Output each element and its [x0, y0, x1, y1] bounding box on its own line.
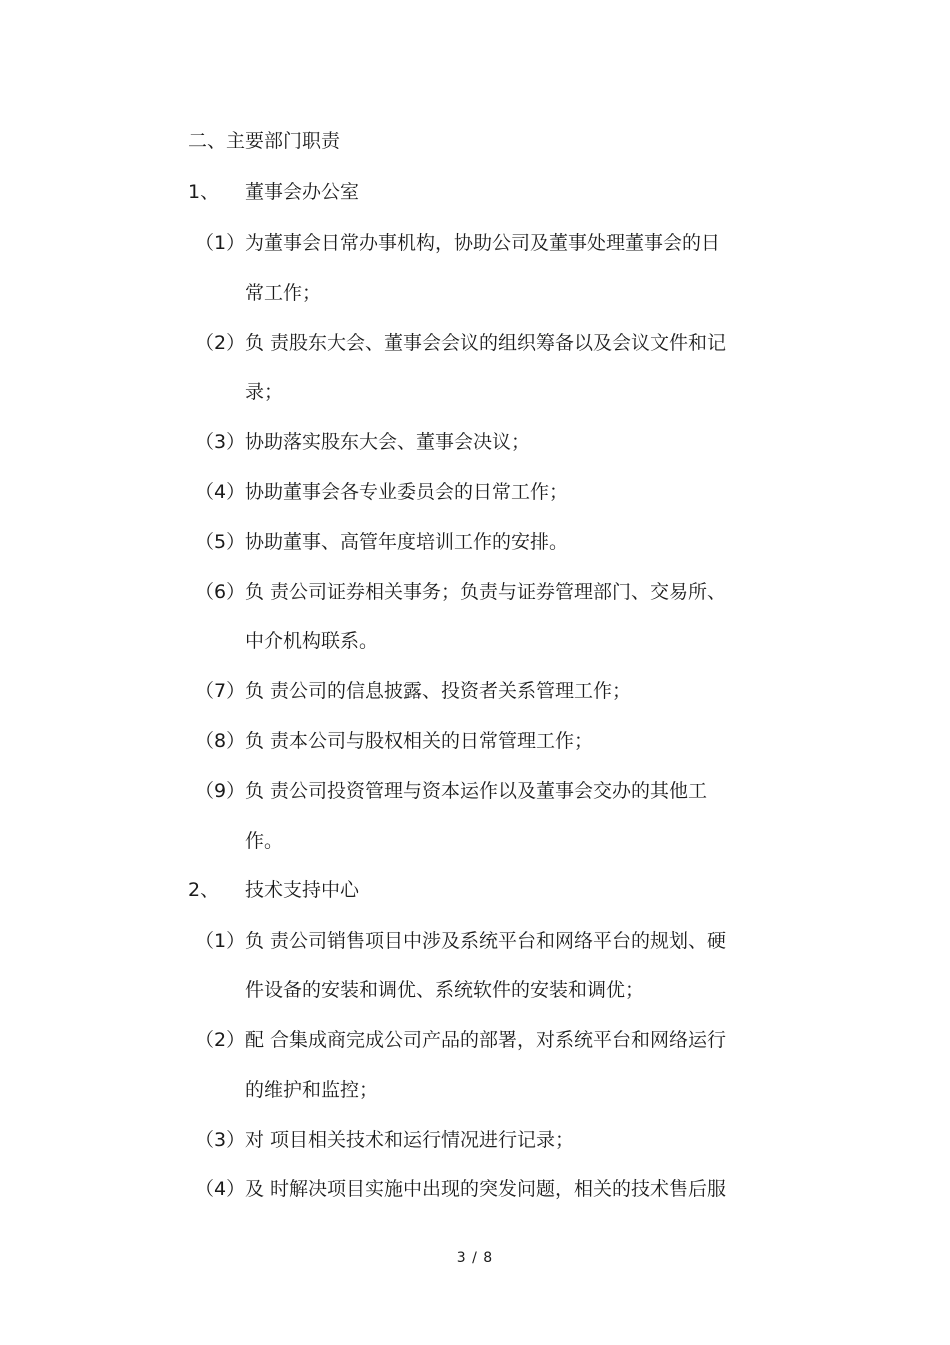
item-text: 负 责股东大会、董事会会议的组织筹备以及会议文件和记 — [245, 332, 727, 354]
item-number: （8） — [195, 730, 246, 752]
page-heading: 二、主要部门职责 — [188, 130, 341, 152]
item-text: 为董事会日常办事机构，协助公司及董事处理董事会的日 — [245, 232, 721, 254]
item-text: 负 责公司证券相关事务；负责与证券管理部门、交易所、 — [245, 581, 727, 603]
item-number: （7） — [195, 680, 246, 702]
item-text: 协助董事、高管年度培训工作的安排。 — [245, 531, 569, 553]
item-text-continued: 作。 — [245, 830, 284, 852]
item-text: 协助董事会各专业委员会的日常工作； — [245, 481, 569, 503]
item-text-continued: 件设备的安装和调优、系统软件的安装和调优； — [245, 979, 645, 1001]
item-text-continued: 中介机构联系。 — [245, 630, 379, 652]
item-number: （4） — [195, 1178, 246, 1200]
page-number: 3 / 8 — [456, 1250, 494, 1266]
section-number: 1、 — [188, 181, 220, 203]
item-number: （6） — [195, 581, 246, 603]
section-title: 技术支持中心 — [245, 879, 360, 901]
item-text: 负 责公司的信息披露、投资者关系管理工作； — [245, 680, 632, 702]
section-number: 2、 — [188, 879, 220, 901]
item-text-continued: 录； — [245, 381, 284, 403]
item-number: （2） — [195, 332, 246, 354]
item-number: （4） — [195, 481, 246, 503]
item-text-continued: 的维护和监控； — [245, 1079, 379, 1101]
item-text: 负 责公司投资管理与资本运作以及董事会交办的其他工 — [245, 780, 708, 802]
item-text: 及 时解决项目实施中出现的突发问题，相关的技术售后服 — [245, 1178, 727, 1200]
item-number: （3） — [195, 431, 246, 453]
item-number: （1） — [195, 232, 246, 254]
item-text: 负 责公司销售项目中涉及系统平台和网络平台的规划、硬 — [245, 930, 727, 952]
item-number: （1） — [195, 930, 246, 952]
item-text-continued: 常工作； — [245, 282, 322, 304]
item-number: （5） — [195, 531, 246, 553]
section-title: 董事会办公室 — [245, 181, 360, 203]
item-text: 对 项目相关技术和运行情况进行记录； — [245, 1129, 575, 1151]
item-number: （9） — [195, 780, 246, 802]
item-number: （2） — [195, 1029, 246, 1051]
item-text: 协助落实股东大会、董事会决议； — [245, 431, 531, 453]
item-number: （3） — [195, 1129, 246, 1151]
item-text: 配 合集成商完成公司产品的部署，对系统平台和网络运行 — [245, 1029, 727, 1051]
item-text: 负 责本公司与股权相关的日常管理工作； — [245, 730, 594, 752]
